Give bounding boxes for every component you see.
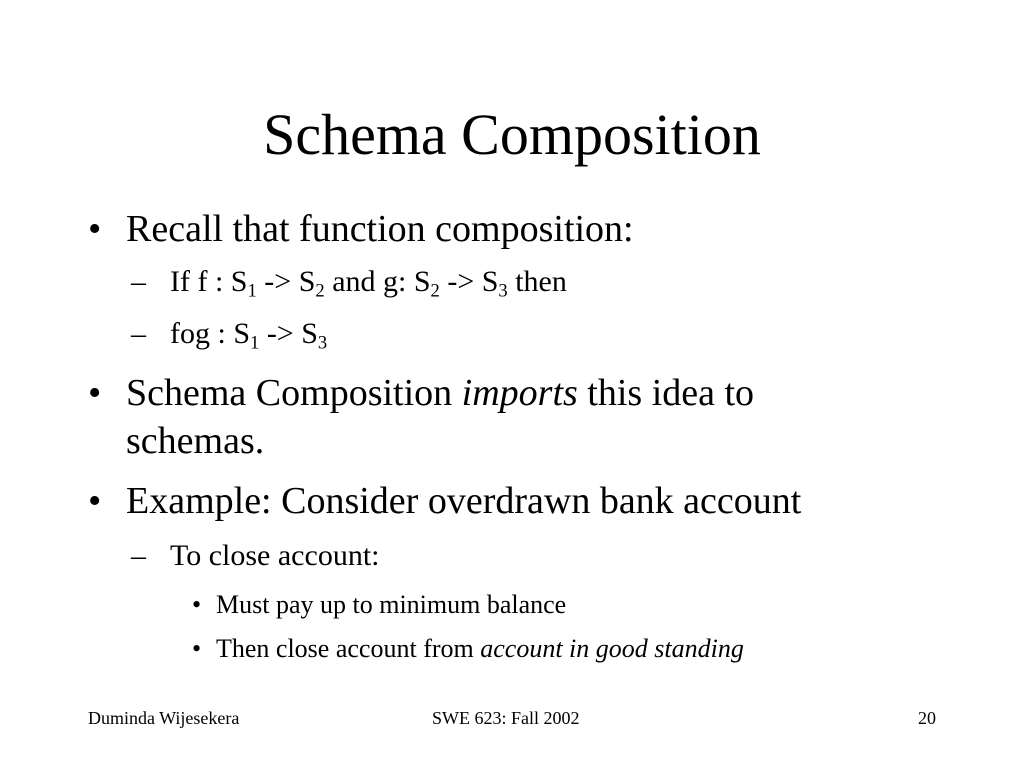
- subscript: 2: [315, 280, 325, 302]
- text-part: and g: S: [324, 265, 431, 298]
- bullet-marker: •: [192, 590, 202, 619]
- text-part: Schema Composition: [126, 372, 462, 414]
- bullet-schema-composition: [88, 370, 755, 416]
- bullet-text: Example: Consider overdrawn bank account: [126, 480, 802, 522]
- bullet-schema-composition-line2: [126, 418, 264, 464]
- text-part: schemas.: [126, 420, 265, 462]
- bullet-marker: •: [88, 372, 102, 414]
- text-part: -> S: [259, 317, 318, 350]
- text-part: fog : S: [170, 317, 251, 350]
- slide-title: Schema Composition: [263, 102, 761, 167]
- bullet-text: Recall that function composition:: [126, 208, 634, 250]
- bullet-marker: •: [88, 208, 102, 250]
- subscript: 2: [430, 280, 440, 302]
- subscript: 3: [317, 332, 328, 354]
- text-part: then: [507, 265, 567, 298]
- bullet-recall-composition: [88, 206, 634, 252]
- sub-sub-bullet-minimum-balance: [192, 589, 567, 621]
- text-part: -> S: [439, 265, 499, 298]
- subscript: 3: [498, 280, 508, 302]
- bullet-marker: •: [192, 634, 202, 663]
- footer-author: Duminda Wijesekera: [88, 708, 240, 728]
- footer-page-number: 20: [918, 708, 936, 728]
- bullet-example: [88, 478, 802, 524]
- sub-bullet-fog: [131, 316, 328, 354]
- footer-course: SWE 623: Fall 2002: [432, 708, 580, 728]
- text-part: If f : S: [170, 265, 248, 298]
- bullet-text: To close account:: [170, 539, 380, 572]
- bullet-marker: •: [88, 480, 102, 522]
- bullet-text: Must pay up to minimum balance: [216, 590, 567, 619]
- emphasis-text: account in good standing: [480, 634, 744, 663]
- text-part: this idea to: [577, 372, 755, 414]
- text-part: -> S: [256, 265, 316, 298]
- text-part: Then close account from: [216, 634, 481, 663]
- dash-marker: –: [131, 265, 146, 298]
- dash-marker: –: [131, 539, 146, 572]
- dash-marker: –: [131, 317, 146, 350]
- sub-bullet-function-definition: [131, 264, 567, 302]
- sub-bullet-close-account: [131, 538, 380, 574]
- emphasis-text: imports: [461, 372, 578, 414]
- subscript: 1: [250, 332, 260, 354]
- sub-sub-bullet-close-from-good-standing: [192, 633, 744, 665]
- subscript: 1: [247, 280, 257, 302]
